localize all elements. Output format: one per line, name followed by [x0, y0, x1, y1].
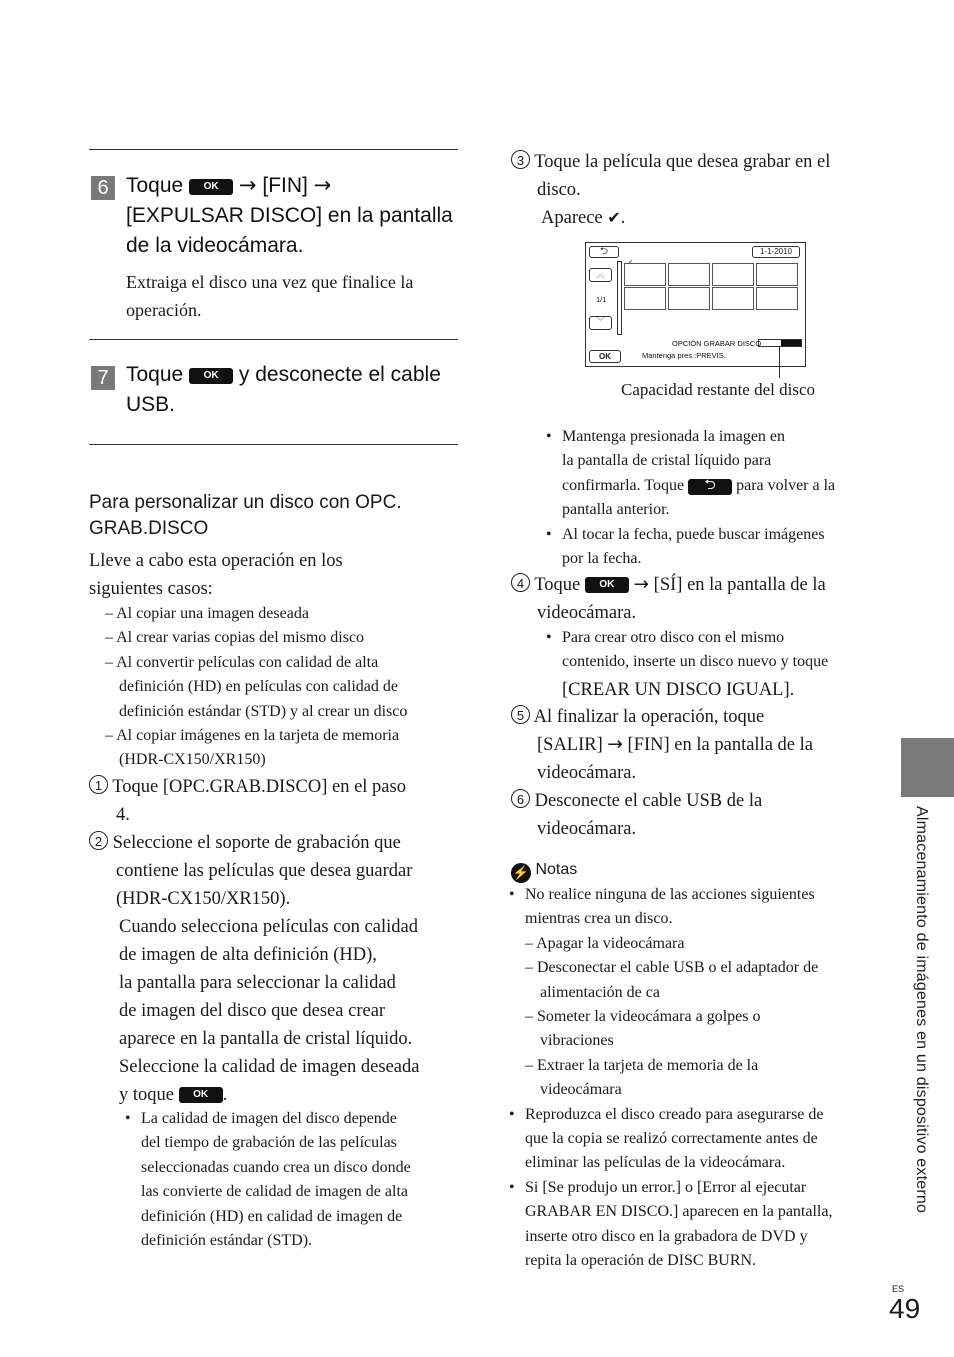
chapter-title: Almacenamiento de imágenes en un dispositivo externo [913, 806, 930, 1214]
case-list [105, 602, 465, 773]
substep-text: contiene las películas que desea guardar [116, 861, 413, 881]
capacity-fill [781, 340, 801, 346]
note-line: Extraiga el disco una vez que finalice la [126, 272, 414, 292]
substep-text: aparece en la pantalla de cristal líquido. [119, 1029, 413, 1049]
ok-button-icon: OK [189, 368, 233, 384]
return-button-icon: ⮌ [688, 479, 732, 495]
check-icon: ✔ [607, 208, 621, 227]
thumbnail[interactable] [756, 287, 798, 310]
bullet-item [562, 425, 882, 523]
case-list-line: – Al crear varias copias del mismo disco [105, 629, 365, 647]
substep-2-bullet [141, 1107, 471, 1253]
bullet-item [562, 626, 882, 705]
substep-3-bullets [562, 425, 882, 571]
note-line: eliminar las películas de la videocámara. [525, 1154, 786, 1172]
bullet-line: • Para crear otro disco con el mismo [562, 629, 785, 646]
page-language: ES [892, 1284, 905, 1294]
substep-text: videocámara. [537, 603, 637, 623]
case-list-line: – Al convertir películas con calidad de alta [105, 653, 379, 671]
bullet-line: para volver a la [736, 476, 836, 494]
section-intro [89, 547, 343, 603]
circled-number: 1 [89, 775, 108, 794]
arrow-icon: → [313, 173, 332, 197]
note-dash-item [525, 932, 885, 956]
down-button[interactable]: ﹀ [589, 316, 612, 330]
thumbnail[interactable] [756, 263, 798, 286]
title-line: Para personalizar un disco con OPC. [89, 492, 402, 513]
note-line: • Si [Se produjo un error.] o [Error al ejecutar [525, 1178, 807, 1196]
arrow-icon: → [238, 173, 257, 197]
bullet-line: por la fecha. [562, 550, 642, 568]
case-list-line: – Al copiar una imagen deseada [105, 605, 309, 622]
substep-5 [511, 703, 891, 787]
thumbnail[interactable] [624, 287, 666, 310]
substep-text: Desconecte el cable USB de la [534, 791, 763, 811]
step-text: [FIN] [262, 174, 308, 197]
bullet-item [562, 523, 882, 572]
scrollbar[interactable] [617, 261, 622, 335]
step-number: 6 [91, 176, 115, 200]
divider [89, 444, 458, 445]
substep-6 [511, 787, 891, 843]
note-line: – Extraer la tarjeta de memoria de la [525, 1056, 759, 1074]
note-line: repita la operación de DISC BURN. [525, 1252, 757, 1270]
step-number: 7 [91, 366, 115, 390]
note-line: videocámara [540, 1081, 622, 1099]
substep-text: [SÍ] en la pantalla de la [653, 575, 826, 595]
ok-button-icon: OK [189, 179, 233, 195]
note-line: – Desconectar el cable USB o el adaptador de [525, 959, 819, 977]
step-6-heading [126, 170, 466, 261]
circled-number: 2 [89, 831, 108, 850]
substep-4-bullet [562, 626, 882, 705]
note-line: • No realice ninguna de las acciones siguientes [525, 886, 815, 903]
hint-text: Mantenga pres.:PREVIS. [642, 351, 726, 360]
thumbnail[interactable] [624, 263, 666, 286]
thumbnail[interactable] [712, 287, 754, 310]
screen-caption: Capacidad restante del disco [621, 380, 816, 399]
bullet-line: definición (HD) en calidad de imagen de [141, 1207, 403, 1225]
step-text: de la videocámara. [126, 234, 304, 257]
notes-list [525, 883, 885, 1274]
capacity-bar [758, 339, 802, 347]
note-line: – Apagar la videocámara [525, 934, 685, 952]
circled-number: 6 [511, 789, 530, 808]
bullet-line: pantalla anterior. [562, 501, 670, 519]
bullet-line: contenido, inserte un disco nuevo y toque [562, 653, 829, 671]
bullet-line: definición estándar (STD). [141, 1232, 313, 1250]
note-bullet [525, 883, 885, 932]
divider [89, 339, 458, 340]
thumbnail[interactable] [668, 287, 710, 310]
arrow-icon: → [607, 734, 623, 755]
case-list-line: (HDR-CX150/XR150) [119, 751, 266, 769]
substep-text: Toque la película que desea grabar en el [534, 152, 831, 172]
case-list-line: – Al copiar imágenes en la tarjeta de memoria [105, 727, 400, 745]
substep-text: 4. [116, 805, 130, 825]
lcd-screen [585, 242, 806, 367]
note-dash-item [525, 956, 885, 1005]
note-line: inserte otro disco en la grabadora de DVD y [525, 1227, 808, 1245]
case-list-line: definición estándar (STD) y al crear un disco [119, 702, 408, 720]
page-indicator: 1/1 [596, 295, 607, 304]
note-bullet [525, 1103, 885, 1176]
bullet-item [141, 1107, 471, 1253]
date-button[interactable]: 1-1-2010 [752, 246, 800, 258]
substep-text: Al finalizar la operación, toque [533, 707, 765, 727]
section-title [89, 490, 402, 542]
substep-text: [SALIR] [537, 735, 603, 755]
substep-text: Aparece [541, 208, 603, 228]
substep-text: Cuando selecciona películas con calidad [119, 917, 418, 937]
bullet-line: confirmarla. Toque [562, 476, 685, 494]
intro-line: Lleve a cabo esta operación en los [89, 551, 343, 571]
substep-text: Toque [OPC.GRAB.DISCO] en el paso [112, 777, 406, 797]
step-7-heading [126, 360, 466, 420]
note-line: que la copia se realizó correctamente antes de [525, 1130, 818, 1148]
step-text: [EXPULSAR DISCO] en la pantalla [126, 204, 453, 227]
intro-line: siguientes casos: [89, 579, 213, 599]
note-bullet [525, 1176, 885, 1274]
substep-text: Toque [534, 575, 581, 595]
note-line: operación. [126, 300, 202, 320]
substep-text: videocámara. [537, 763, 637, 783]
back-button[interactable]: ⮌ [589, 246, 619, 258]
substep-text: videocámara. [537, 819, 637, 839]
step-text: Toque [126, 363, 184, 386]
note-dash-item [525, 1005, 885, 1054]
substep-4 [511, 571, 891, 627]
substep-text: de imagen de alta definición (HD), [119, 945, 377, 965]
substep-3: 3 Toque la película que desea grabar en el disco. Aparece ✔. [511, 148, 891, 232]
thumbnail[interactable] [712, 263, 754, 286]
case-list-line: definición (HD) en películas con calidad de [119, 678, 398, 696]
substep-text: la pantalla para seleccionar la calidad [119, 973, 396, 993]
thumbnail[interactable] [668, 263, 710, 286]
bullet-line: • Mantenga presionada la imagen en [562, 428, 786, 445]
note-line: mientras crea un disco. [525, 910, 673, 928]
step-6-note [126, 268, 413, 324]
option-label: OPCIÓN GRABAR DISCO [672, 339, 762, 348]
substep-text: [FIN] en la pantalla de la [627, 735, 813, 755]
substep-text: de imagen del disco que desea crear [119, 1001, 386, 1021]
substep-text: Seleccione la calidad de imagen deseada [119, 1057, 420, 1077]
bullet-line: las convierte de calidad de imagen de alta [141, 1183, 408, 1201]
bullet-line: la pantalla de cristal líquido para [562, 452, 772, 470]
substep-2 [89, 829, 464, 913]
ok-button[interactable]: OK [589, 350, 621, 363]
note-line: – Someter la videocámara a golpes o [525, 1008, 761, 1026]
substep-text: (HDR-CX150/XR150). [116, 889, 291, 909]
substep-text: y toque [119, 1085, 174, 1105]
divider [89, 149, 458, 150]
substep-text: Seleccione el soporte de grabación que [112, 833, 401, 853]
ok-button-icon: OK [179, 1087, 223, 1103]
substep-text: disco. [537, 180, 581, 200]
note-line: alimentación de ca [540, 983, 660, 1001]
bullet-line: [CREAR UN DISCO IGUAL]. [562, 679, 795, 700]
substep-1 [89, 773, 459, 829]
arrow-icon: → [633, 574, 650, 595]
callout-line [779, 346, 780, 378]
bullet-line: • Al tocar la fecha, puede buscar imágenes [562, 525, 825, 543]
substep-2-last: y toque OK . [119, 1085, 228, 1105]
ok-button-icon: OK [585, 577, 629, 593]
note-line: • Reproduzca el disco creado para asegurarse de [525, 1105, 824, 1123]
circled-number: 3 [511, 150, 530, 169]
circled-number: 4 [511, 573, 530, 592]
bullet-line: seleccionadas cuando crea un disco donde [141, 1158, 411, 1176]
chapter-tab [901, 738, 954, 797]
step-text: Toque [126, 174, 184, 197]
step-text: y desconecte el cable [238, 363, 441, 386]
substep-2-detail [119, 913, 464, 1081]
page-number: 49 [889, 1293, 921, 1324]
note-line: GRABAR EN DISCO.] aparecen en la pantalla, [525, 1203, 833, 1221]
bullet-line: • La calidad de imagen del disco depende [141, 1110, 397, 1127]
circled-number: 5 [511, 705, 530, 724]
notes-heading [511, 858, 577, 883]
title-line: GRAB.DISCO [89, 518, 209, 539]
up-button[interactable]: ︿ [589, 268, 612, 282]
note-dash-item [525, 1054, 885, 1103]
step-text: USB. [126, 393, 176, 416]
notes-title: Notas [535, 861, 578, 878]
bullet-line: del tiempo de grabación de las películas [141, 1134, 397, 1152]
note-line: vibraciones [540, 1032, 614, 1050]
caution-icon: ⚡ [511, 863, 531, 883]
